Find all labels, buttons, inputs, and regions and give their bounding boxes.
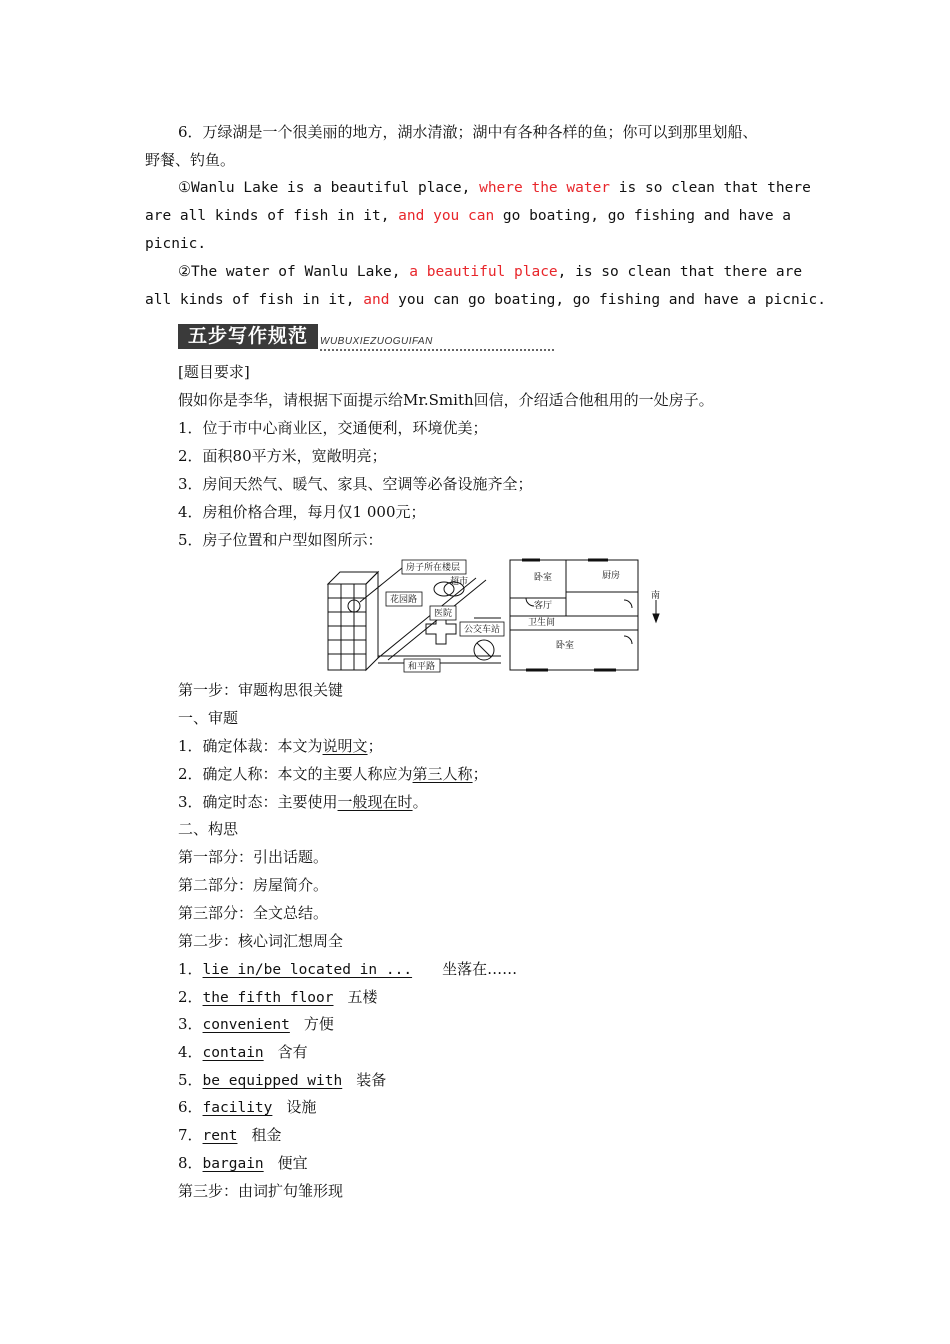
person-line (178, 760, 848, 788)
vocab-chinese: 装备 (356, 1071, 387, 1089)
tense-suffix: 。 (412, 793, 428, 811)
answer2-highlight: and (363, 292, 390, 308)
step2-title: 第二步：核心词汇想周全 (178, 932, 344, 950)
supermarket-label: 超市 (450, 577, 469, 587)
genre-suffix: ； (367, 737, 383, 755)
answer2-highlight: a beautiful place (409, 264, 558, 280)
apartment-building (328, 584, 366, 670)
section-banner (178, 322, 554, 352)
answer2-line2 (145, 286, 826, 314)
answer1-line2 (145, 202, 815, 230)
answer2-text: ②The water of Wanlu Lake, (178, 264, 410, 280)
vocab-english: facility (202, 1100, 273, 1116)
answer2-text: you can go boating, go fishing and have a picnic. (389, 292, 826, 308)
vocab-chinese: 租金 (251, 1126, 282, 1144)
garden-road-label: 花园路 (390, 595, 418, 605)
vocab-english: rent (202, 1128, 238, 1144)
building-floor-label: 房子所在楼层 (406, 563, 461, 573)
vocab-chinese: 方便 (303, 1015, 334, 1033)
vocab-chinese: 五楼 (347, 988, 378, 1006)
vocab-chinese: 含有 (277, 1043, 308, 1061)
banner-title: 五步写作规范 (178, 324, 318, 349)
bedroom-top-label: 卧室 (534, 573, 553, 583)
step1-section-review: 一、审题 (178, 709, 239, 727)
vocab-number: 5． (178, 1071, 203, 1089)
vocab-item (178, 983, 848, 1012)
vocab-item (178, 1010, 848, 1039)
task-item: 5．房子位置和户型如图所示： (178, 531, 383, 549)
example6-chinese-line2: 野餐、钓鱼。 (145, 151, 236, 169)
example6-chinese-line1: 6．万绿湖是一个很美丽的地方，湖水清澈；湖中有各种各样的鱼；你可以到那里划船、 (178, 123, 758, 141)
bus-stop-label: 公交车站 (464, 625, 501, 635)
vocab-english: contain (202, 1045, 264, 1061)
vocab-number: 6． (178, 1098, 203, 1116)
vocab-english: bargain (202, 1156, 264, 1172)
vocab-item (178, 1066, 848, 1095)
plan-part3: 第三部分：全文总结。 (178, 904, 329, 922)
vocab-item (178, 1038, 848, 1067)
bathroom-label: 卫生间 (528, 618, 556, 628)
tense-prefix: 3．确定时态：主要使用 (178, 793, 338, 811)
vocab-english: the fifth floor (202, 990, 334, 1006)
vocab-english: be equipped with (202, 1073, 343, 1089)
person-suffix: ； (472, 765, 488, 783)
vocab-number: 7． (178, 1126, 203, 1144)
vocab-chinese: 坐落在…… (442, 960, 518, 978)
vocab-item (178, 1093, 848, 1122)
step1-section-plan: 二、构思 (178, 820, 239, 838)
vocab-item (178, 1149, 848, 1178)
answer1-text: ①Wanlu Lake is a beautiful place, (178, 180, 480, 196)
living-room-label: 客厅 (534, 601, 553, 611)
answer2-text: all kinds of fish in it, (145, 292, 364, 308)
vocab-number: 8． (178, 1154, 203, 1172)
kitchen-label: 厨房 (602, 571, 621, 581)
hospital-label: 医院 (434, 609, 453, 619)
vocab-item (178, 1121, 848, 1150)
answer2-text: , is so clean that there are (557, 264, 803, 280)
plan-part1: 第一部分：引出话题。 (178, 848, 329, 866)
genre-line (178, 732, 848, 760)
person-prefix: 2．确定人称：本文的主要人称应为 (178, 765, 413, 783)
vocab-number: 2． (178, 988, 203, 1006)
vocab-chinese: 设施 (286, 1098, 317, 1116)
answer1-text: is so clean that there (610, 180, 811, 196)
house-location-figure (326, 556, 666, 674)
task-item: 2．面积80平方米，宽敞明亮； (178, 447, 387, 465)
bedroom-bottom-label: 卧室 (556, 641, 575, 651)
plan-part2: 第二部分：房屋简介。 (178, 876, 329, 894)
task-item: 3．房间天然气、暖气、家具、空调等必备设施齐全； (178, 475, 533, 493)
answer1-line1 (178, 174, 848, 202)
task-intro: 假如你是李华，请根据下面提示给Mr.Smith回信，介绍适合他租用的一处房子。 (178, 391, 714, 409)
answer1-line3: picnic. (145, 236, 207, 252)
south-label: 南 (651, 591, 661, 601)
vocab-english: convenient (202, 1017, 290, 1033)
banner-dotted-rule (320, 349, 554, 351)
vocab-number: 4． (178, 1043, 203, 1061)
vocab-english: lie in/be located in ... (202, 962, 413, 978)
person-answer: 第三人称 (412, 765, 473, 783)
answer1-highlight: where the water (479, 180, 611, 196)
step1-title: 第一步：审题构思很关键 (178, 681, 344, 699)
genre-answer: 说明文 (322, 737, 368, 755)
genre-prefix: 1．确定体裁：本文为 (178, 737, 323, 755)
task-item: 4．房租价格合理，每月仅1 000元； (178, 503, 426, 521)
vocab-item (178, 955, 848, 984)
tense-answer: 一般现在时 (337, 793, 413, 811)
answer1-text: are all kinds of fish in it, (145, 208, 399, 224)
step3-title: 第三步：由词扩句雏形现 (178, 1182, 344, 1200)
task-heading: [题目要求] (178, 363, 250, 381)
answer2-line1 (178, 258, 848, 286)
tense-line (178, 788, 848, 816)
answer1-highlight: and you can (398, 208, 495, 224)
task-item: 1．位于市中心商业区，交通便利，环境优美； (178, 419, 488, 437)
answer1-text: go boating, go fishing and have a (494, 208, 792, 224)
heping-road-label: 和平路 (408, 662, 436, 672)
vocab-number: 1． (178, 960, 203, 978)
banner-subtitle: WUBUXIEZUOGUIFAN (320, 336, 433, 347)
vocab-chinese: 便宜 (277, 1154, 308, 1172)
vocab-number: 3． (178, 1015, 203, 1033)
